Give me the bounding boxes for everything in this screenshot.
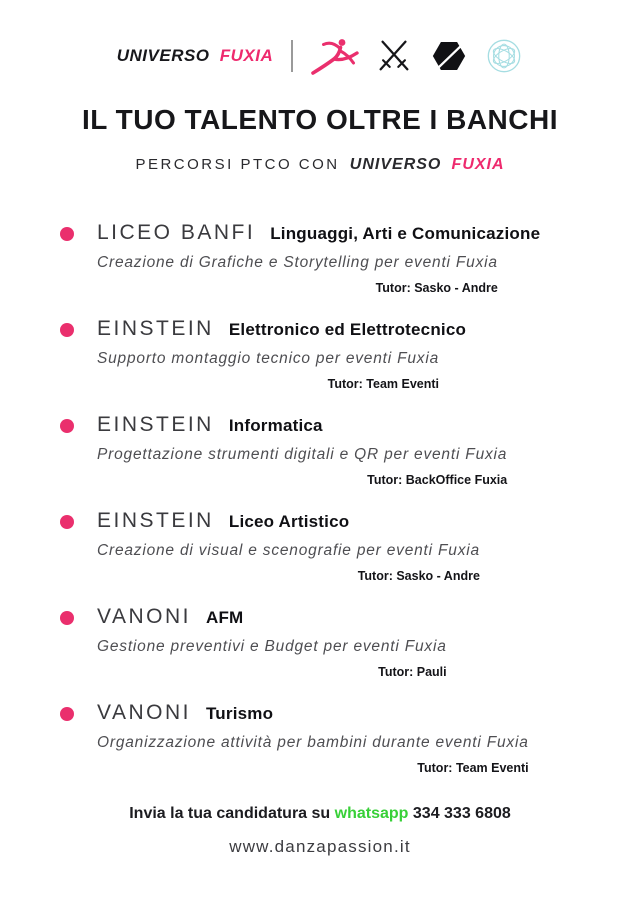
page-subtitle (0, 156, 640, 174)
program-course: Elettronico ed Elettrotecnico (228, 320, 467, 339)
program-item (60, 508, 640, 587)
logo-divider (291, 40, 293, 72)
program-course: AFM (205, 608, 244, 627)
program-school: EINSTEIN (97, 413, 214, 436)
program-description: Progettazione strumenti digitali e QR per eventi Fuxia (97, 446, 508, 463)
program-school: LICEO BANFI (97, 221, 256, 244)
program-tutor: Tutor: BackOffice Fuxia (367, 473, 508, 487)
brand-word-fuxia: FUXIA (219, 46, 274, 65)
logo-icons (311, 36, 523, 76)
bullet-icon (60, 611, 74, 625)
slashed-hexagon-icon (429, 37, 469, 75)
program-description: Gestione preventivi e Budget per eventi Fuxia (97, 638, 447, 655)
brand-word-universo: UNIVERSO (116, 46, 210, 65)
dancer-icon (311, 36, 359, 76)
program-list (0, 220, 640, 779)
cta-phone-number: 334 333 6808 (412, 805, 511, 822)
program-item (60, 316, 640, 395)
program-school: VANONI (97, 605, 191, 628)
bullet-icon (60, 323, 74, 337)
program-tutor: Tutor: Team Eventi (417, 761, 529, 775)
footer (0, 801, 640, 862)
program-school: VANONI (97, 701, 191, 724)
cta-line (0, 801, 640, 827)
program-item (60, 604, 640, 683)
subtitle-brand-fuxia: FUXIA (451, 156, 505, 173)
program-tutor: Tutor: Sasko - Andre (357, 569, 480, 583)
program-item (60, 220, 640, 299)
subtitle-prefix: PERCORSI PTCO CON (135, 156, 340, 173)
brand-logo (117, 46, 274, 66)
whatsapp-label: whatsapp (334, 805, 409, 822)
bullet-icon (60, 515, 74, 529)
page-title: IL TUO TALENTO OLTRE I BANCHI (82, 104, 558, 135)
website-url: www.danzapassion.it (229, 837, 411, 856)
program-school: EINSTEIN (97, 509, 214, 532)
program-tutor: Tutor: Team Eventi (327, 377, 440, 391)
mandala-icon (485, 37, 523, 75)
subtitle-brand-universo: UNIVERSO (349, 156, 442, 173)
logo-row (0, 0, 640, 76)
program-course: Turismo (205, 704, 274, 723)
program-item (60, 412, 640, 491)
program-item (60, 700, 640, 779)
program-course: Linguaggi, Arti e Comunicazione (270, 224, 541, 243)
bullet-icon (60, 419, 74, 433)
program-school: EINSTEIN (97, 317, 214, 340)
program-tutor: Tutor: Pauli (378, 665, 447, 679)
program-course: Informatica (228, 416, 323, 435)
program-description: Creazione di Grafiche e Storytelling per eventi Fuxia (97, 254, 498, 271)
program-description: Organizzazione attività per bambini durante eventi Fuxia (97, 734, 529, 751)
bullet-icon (60, 707, 74, 721)
program-description: Creazione di visual e scenografie per eventi Fuxia (97, 542, 480, 559)
bullet-icon (60, 227, 74, 241)
program-tutor: Tutor: Sasko - Andre (375, 281, 498, 295)
cta-prefix: Invia la tua candidatura su (129, 805, 331, 822)
program-course: Liceo Artistico (228, 512, 350, 531)
program-description: Supporto montaggio tecnico per eventi Fuxia (97, 350, 440, 367)
crossed-swords-icon (375, 37, 413, 75)
